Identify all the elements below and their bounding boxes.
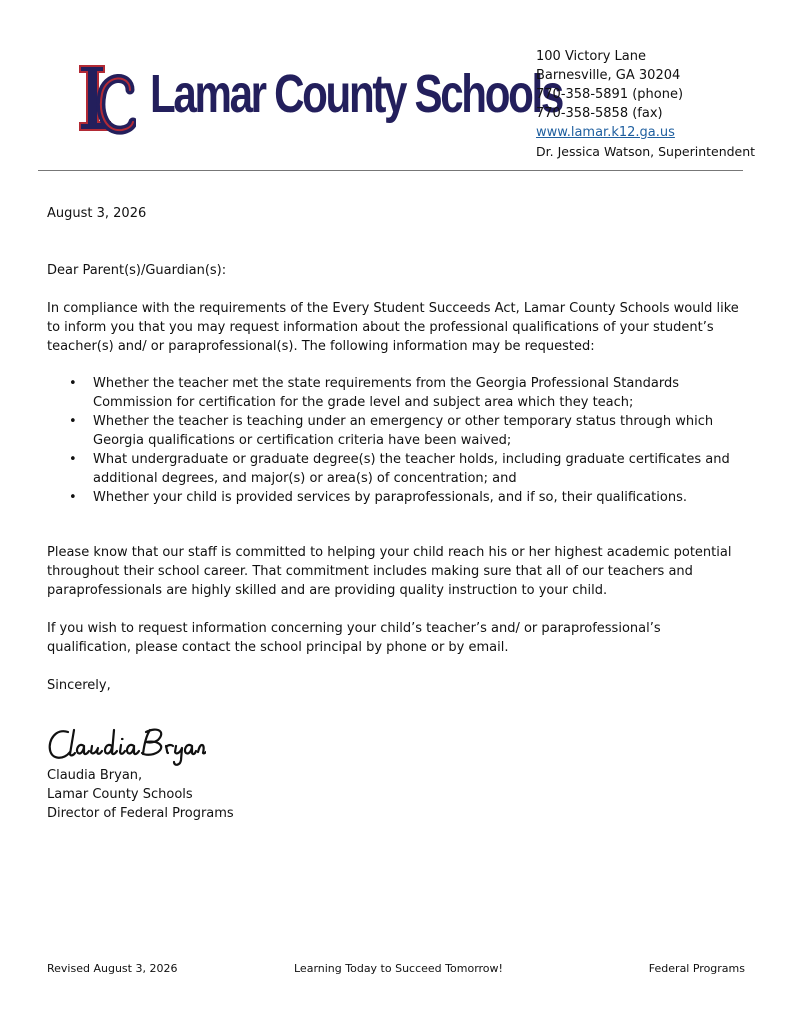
list-item: • What undergraduate or graduate degree(s) the teacher holds, including graduate certificates and additional degrees, and major(s) or area(s) of concentration; and	[47, 450, 747, 488]
lc-logo	[76, 60, 136, 140]
list-item: • Whether the teacher is teaching under an emergency or other temporary status through which Georgia qualifications or certification criteria have been waived;	[47, 412, 747, 450]
letter-date: August 3, 2026	[47, 206, 147, 221]
intro-paragraph: In compliance with the requirements of the Every Student Succeeds Act, Lamar County Schools would like to inform you that you may request information about the professional qualifications of your student’s teacher(s) and/ or paraprofessional(s). The following information may be requested:	[47, 301, 739, 354]
address-block	[536, 47, 755, 161]
fax-number: 770-358-5858 (fax)	[536, 106, 663, 121]
phone-number: 770-358-5891 (phone)	[536, 87, 684, 102]
list-item: • Whether your child is provided services by paraprofessionals, and if so, their qualifications.	[47, 488, 747, 507]
signer-organization: Lamar County Schools	[47, 787, 193, 802]
requestable-info-list	[47, 374, 747, 507]
signer-title: Director of Federal Programs	[47, 806, 234, 821]
footer-motto: Learning Today to Succeed Tomorrow!	[294, 962, 503, 975]
handwritten-signature	[46, 722, 206, 768]
closing: Sincerely,	[47, 678, 111, 693]
address-street: 100 Victory Lane	[536, 49, 646, 64]
request-paragraph: If you wish to request information concerning your child’s teacher’s and/ or paraprofessional’s qualification, please contact the school principal by phone or by email.	[47, 621, 661, 655]
address-city: Barnesville, GA 30204	[536, 68, 681, 83]
header-divider	[38, 170, 743, 171]
signer-block	[47, 766, 747, 823]
salutation: Dear Parent(s)/Guardian(s):	[47, 263, 227, 278]
footer-revised-date: Revised August 3, 2026	[47, 962, 178, 975]
website-link[interactable]: www.lamar.k12.ga.us	[536, 125, 675, 140]
org-name: Lamar County Schools	[150, 64, 562, 124]
footer-department: Federal Programs	[648, 962, 745, 975]
signer-name: Claudia Bryan,	[47, 768, 143, 783]
list-item: • Whether the teacher met the state requirements from the Georgia Professional Standards Commission for certification for the grade level and subject area which they teach;	[47, 374, 747, 412]
superintendent-line: Dr. Jessica Watson, Superintendent	[536, 144, 756, 159]
commitment-paragraph: Please know that our staff is committed to helping your child reach his or her highest academic potential throughout their school career. That commitment includes making sure that all of our teachers and paraprofessionals are highly skilled and are providing quality instruction to your child.	[47, 545, 732, 598]
